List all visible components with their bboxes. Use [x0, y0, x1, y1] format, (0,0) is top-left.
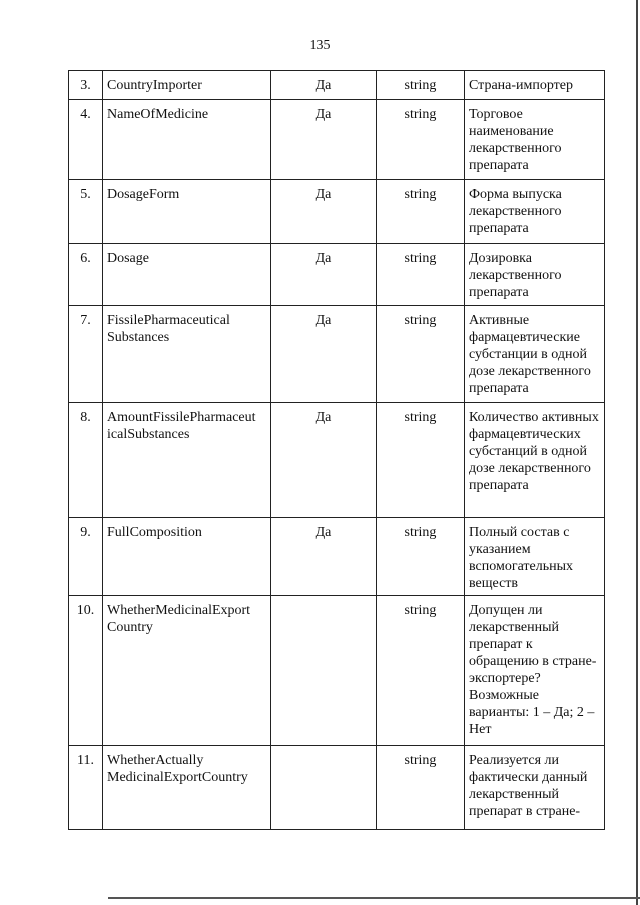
row-number: 3. — [69, 71, 103, 100]
field-description: Форма выпуска лекарственного препарата — [465, 180, 605, 244]
field-spec-table — [68, 70, 605, 830]
row-number: 11. — [69, 746, 103, 830]
field-name: CountryImporter — [103, 71, 271, 100]
field-name: DosageForm — [103, 180, 271, 244]
field-name: FullComposition — [103, 518, 271, 596]
field-description: Дозировка лекарственного препарата — [465, 244, 605, 306]
table-row — [69, 180, 605, 244]
field-description: Полный состав с указанием вспомогательных веществ — [465, 518, 605, 596]
required-flag: Да — [271, 180, 377, 244]
field-description: Количество активных фармацевтических субстанций в одной дозе лекарственного препарата — [465, 403, 605, 518]
field-description: Реализуется ли фактически данный лекарственный препарат в стране- — [465, 746, 605, 830]
field-type: string — [377, 71, 465, 100]
required-flag: Да — [271, 306, 377, 403]
field-name: Dosage — [103, 244, 271, 306]
table-row — [69, 71, 605, 100]
table-row — [69, 306, 605, 403]
row-number: 4. — [69, 100, 103, 180]
field-type: string — [377, 100, 465, 180]
field-name: NameOfMedicine — [103, 100, 271, 180]
row-number: 8. — [69, 403, 103, 518]
page-number: 135 — [309, 38, 331, 53]
row-number: 7. — [69, 306, 103, 403]
field-type: string — [377, 596, 465, 746]
table-row — [69, 244, 605, 306]
field-name: WhetherMedicinalExport Country — [103, 596, 271, 746]
field-name: FissilePharmaceutical Substances — [103, 306, 271, 403]
table-row — [69, 596, 605, 746]
required-flag: Да — [271, 71, 377, 100]
table-row — [69, 746, 605, 830]
field-description: Активные фармацевтические субстанции в одной дозе лекарственного препарата — [465, 306, 605, 403]
field-type: string — [377, 518, 465, 596]
required-flag: Да — [271, 100, 377, 180]
row-number: 10. — [69, 596, 103, 746]
table-row — [69, 100, 605, 180]
row-number: 6. — [69, 244, 103, 306]
table-row — [69, 518, 605, 596]
field-name: WhetherActually MedicinalExportCountry — [103, 746, 271, 830]
field-description: Торговое наименование лекарственного препарата — [465, 100, 605, 180]
scan-edge-line — [108, 897, 640, 899]
scan-edge-line — [636, 0, 638, 905]
required-flag: Да — [271, 403, 377, 518]
field-type: string — [377, 746, 465, 830]
field-type: string — [377, 403, 465, 518]
required-flag: Да — [271, 244, 377, 306]
required-flag — [271, 596, 377, 746]
field-description: Страна-импортер — [465, 71, 605, 100]
row-number: 9. — [69, 518, 103, 596]
field-type: string — [377, 180, 465, 244]
row-number: 5. — [69, 180, 103, 244]
required-flag: Да — [271, 518, 377, 596]
field-name: AmountFissilePharmaceut icalSubstances — [103, 403, 271, 518]
field-type: string — [377, 306, 465, 403]
table-row — [69, 403, 605, 518]
field-description: Допущен ли лекарственный препарат к обращению в стране-экспортере? Возможные варианты: 1 – Да; 2 – Нет — [465, 596, 605, 746]
field-type: string — [377, 244, 465, 306]
required-flag — [271, 746, 377, 830]
